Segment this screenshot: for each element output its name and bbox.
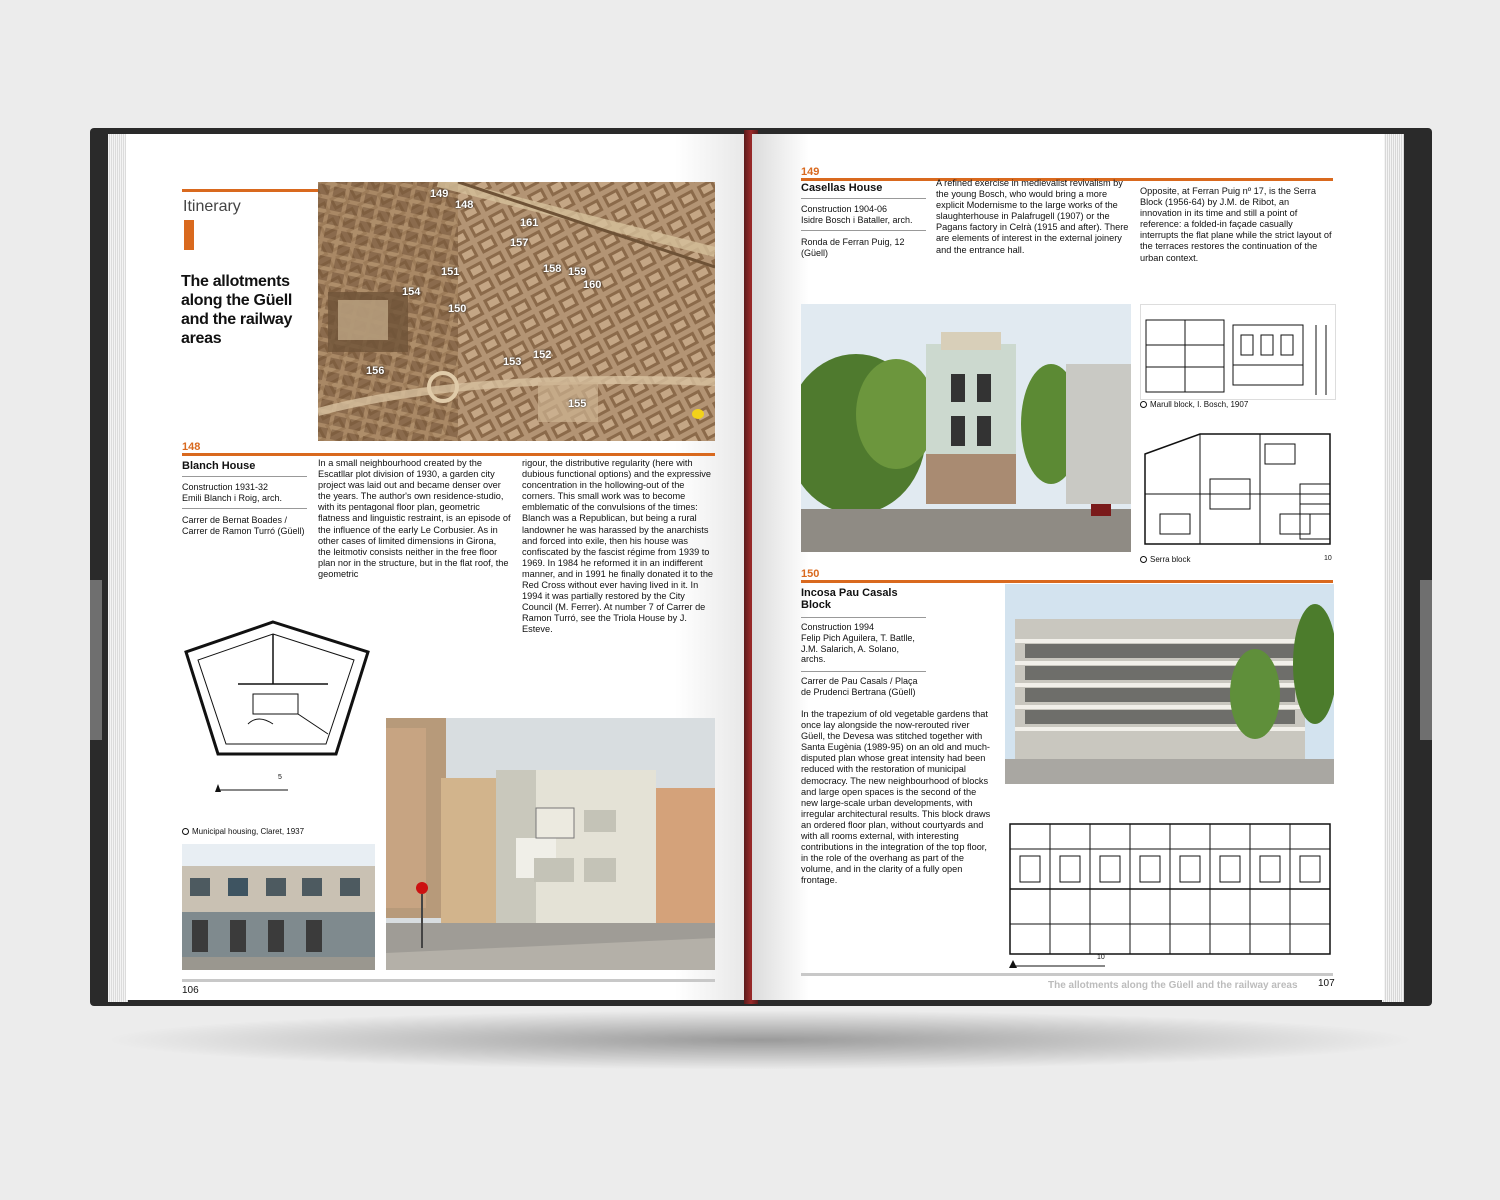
caption-dot-icon bbox=[1140, 556, 1147, 563]
map-label-148: 148 bbox=[455, 199, 474, 211]
floor-plan-drawing bbox=[178, 614, 378, 794]
entry-150-address: Carrer de Pau Casals / Plaça de Prudenci Bertrana (Güell) bbox=[801, 676, 918, 697]
marull-block-drawing bbox=[1141, 305, 1335, 399]
entry-148-text-col2: rigour, the distributive regularity (here with dubious functional options) and the expressive concentration in the hollowing-out of the corners. This small work was to become emblematic of the convulsions of the times: Blanch was a Republican, but being a rural landowner he was harassed by the anarchists and forced into exile, then his house was confiscated by the fascist régime from 1939 to 1969. In 1984 he reformed it in an indifferent manner, and in 1991 he finally donated it to the Red Cross without ever having lived in it. In 1994 it was partially restored by the City Council (M. Ferrer). At number 7 of Carrer de Ramon Turró, see the Triola House by J. Esteve. bbox=[522, 458, 714, 635]
map-label-161: 161 bbox=[520, 217, 539, 229]
entry-150-construction: Construction 1994 bbox=[801, 622, 875, 632]
map-label-154: 154 bbox=[402, 286, 421, 298]
itinerary-title: The allotments along the Güell and the railway areas bbox=[181, 273, 293, 347]
cover-edge-right bbox=[1420, 580, 1432, 740]
map-label-155: 155 bbox=[568, 398, 587, 410]
map-label-157: 157 bbox=[510, 237, 529, 249]
entry-149-title: Casellas House bbox=[801, 182, 883, 194]
page-number-left: 106 bbox=[182, 985, 199, 996]
caption-serra-block bbox=[1140, 555, 1190, 564]
map-label-153: 153 bbox=[503, 356, 522, 368]
aerial-map-image bbox=[318, 182, 715, 441]
book-shadow bbox=[100, 1010, 1420, 1070]
entry-148-title: Blanch House bbox=[182, 460, 256, 472]
casellas-house-photo bbox=[801, 304, 1131, 552]
incosa-block-floor-plan bbox=[1005, 794, 1334, 974]
entry-149-meta-rule-2 bbox=[801, 230, 926, 231]
incosa-plan-drawing bbox=[1005, 794, 1334, 974]
map-label-156: 156 bbox=[366, 365, 385, 377]
entry-148-construction: Construction 1931-32 bbox=[182, 482, 269, 492]
left-page bbox=[126, 134, 750, 1000]
entry-149-construction: Construction 1904-06 bbox=[801, 204, 888, 214]
itinerary-marker bbox=[184, 220, 194, 250]
entry-150-text: In the trapezium of old vegetable gardens that once lay alongside the now-rerouted river Güell, the Devesa was stitched together with Santa Eugènia (1989-95) on an old and much-disputed plan whose great intensity had been reduced with the restoration of municipal democracy. The new neighbourhood of blocks and large open spaces is the second of the new large-scale urban developments, with irregular architectural results. This block draws an ordered floor plan, without courtyards and with all rooms external, with interesting contributions in the integration of the top floor, in the role of the overhang as part of the volume, and in the clarity of a fully open frontage. bbox=[801, 709, 991, 886]
incosa-block-image bbox=[1005, 584, 1334, 784]
map-label-149: 149 bbox=[430, 188, 449, 200]
entry-150-meta-rule-2 bbox=[801, 671, 926, 672]
entry-148-meta-rule-2 bbox=[182, 508, 307, 509]
serra-block-drawing bbox=[1140, 424, 1334, 550]
right-page bbox=[752, 134, 1384, 1000]
entry-148-address: Carrer de Bernat Boades / Carrer de Ramon Turró (Güell) bbox=[182, 515, 305, 536]
entry-148-architect: Emili Blanch i Roig, arch. bbox=[182, 493, 283, 503]
blanch-house-photo bbox=[386, 718, 715, 970]
caption-dot-icon bbox=[1140, 401, 1147, 408]
entry-148-text-col1: In a small neighbourhood created by the Escatllar plot division of 1930, a garden city project was laid out and became denser over the years. The author's own residence-studio, with its pentagonal floor plan, geometric flatness and linguistic restraint, is an episode of the influence of the early Le Corbusier. As in other cases of limited dimensions in Girona, the leitmotiv consists neither in the free floor plan nor in the structure, but in the flat roof, the geometric bbox=[318, 458, 511, 579]
caption-marull-text: Marull block, I. Bosch, 1907 bbox=[1150, 400, 1249, 409]
map-label-152: 152 bbox=[533, 349, 552, 361]
casellas-house-image bbox=[801, 304, 1131, 552]
serra-block-plan bbox=[1140, 424, 1334, 550]
entry-150-title: Incosa Pau Casals Block bbox=[801, 587, 898, 611]
itinerary-label: Itinerary bbox=[183, 198, 241, 215]
municipal-housing-photo bbox=[182, 844, 375, 970]
page-number-right: 107 bbox=[1318, 978, 1335, 989]
entry-148-number: 148 bbox=[182, 441, 201, 453]
marull-block-elevation bbox=[1140, 304, 1336, 400]
incosa-plan-scale: 10 bbox=[1097, 954, 1105, 961]
entry-150-architects: Felip Pich Aguilera, T. Batlle, J.M. Salarich, A. Solano, archs. bbox=[801, 633, 915, 664]
footer-rule-right bbox=[801, 973, 1333, 976]
blanch-house-image bbox=[386, 718, 715, 970]
map-label-158: 158 bbox=[543, 263, 562, 275]
caption-municipal-text: Municipal housing, Claret, 1937 bbox=[192, 827, 305, 836]
entry-150-number: 150 bbox=[801, 568, 820, 580]
caption-municipal-housing bbox=[182, 827, 304, 836]
footer-rule-left bbox=[182, 979, 715, 982]
map-label-159: 159 bbox=[568, 266, 587, 278]
entry-150-meta-rule-1 bbox=[801, 617, 926, 618]
floor-plan-scale: 5 bbox=[278, 774, 282, 781]
map-label-160: 160 bbox=[583, 279, 602, 291]
entry-150-rule bbox=[801, 580, 1333, 583]
caption-dot-icon bbox=[182, 828, 189, 835]
page-stack-left bbox=[108, 134, 128, 1002]
map-label-150: 150 bbox=[448, 303, 467, 315]
incosa-block-photo bbox=[1005, 584, 1334, 784]
aerial-map bbox=[318, 182, 715, 441]
entry-149-meta-rule-1 bbox=[801, 198, 926, 199]
running-footer: The allotments along the Güell and the railway areas bbox=[1048, 980, 1298, 991]
entry-148-meta-rule-1 bbox=[182, 476, 307, 477]
entry-149-text-col2: Opposite, at Ferran Puig nº 17, is the Serra Block (1956-64) by J.M. de Ribot, an innovation in its time and still a point of reference: a folded-in façade casually interrupts the flat plane while the strict layout of the terraces restores the continuation of the urban context. bbox=[1140, 186, 1332, 263]
caption-serra-text: Serra block bbox=[1150, 555, 1191, 564]
entry-149-number: 149 bbox=[801, 166, 820, 178]
entry-148-rule bbox=[182, 453, 715, 456]
caption-marull-block bbox=[1140, 400, 1248, 409]
page-stack-right bbox=[1382, 134, 1404, 1002]
blanch-house-floor-plan bbox=[178, 614, 378, 794]
serra-plan-scale: 10 bbox=[1324, 555, 1332, 562]
cover-edge-left bbox=[90, 580, 102, 740]
entry-149-address: Ronda de Ferran Puig, 12 (Güell) bbox=[801, 237, 905, 258]
entry-149-architect: Isidre Bosch i Bataller, arch. bbox=[801, 215, 913, 225]
map-label-151: 151 bbox=[441, 266, 460, 278]
entry-149-text-col1: A refined exercise in medievalist revivalism by the young Bosch, who would bring a more explicit Modernisme to the large works of the slaughterhouse in Palafrugell (1907) or the Pagans factory in Celrà (1915 and after). There are elements of interest in the external joinery and the entrance hall. bbox=[936, 178, 1129, 255]
municipal-housing-image bbox=[182, 844, 375, 970]
